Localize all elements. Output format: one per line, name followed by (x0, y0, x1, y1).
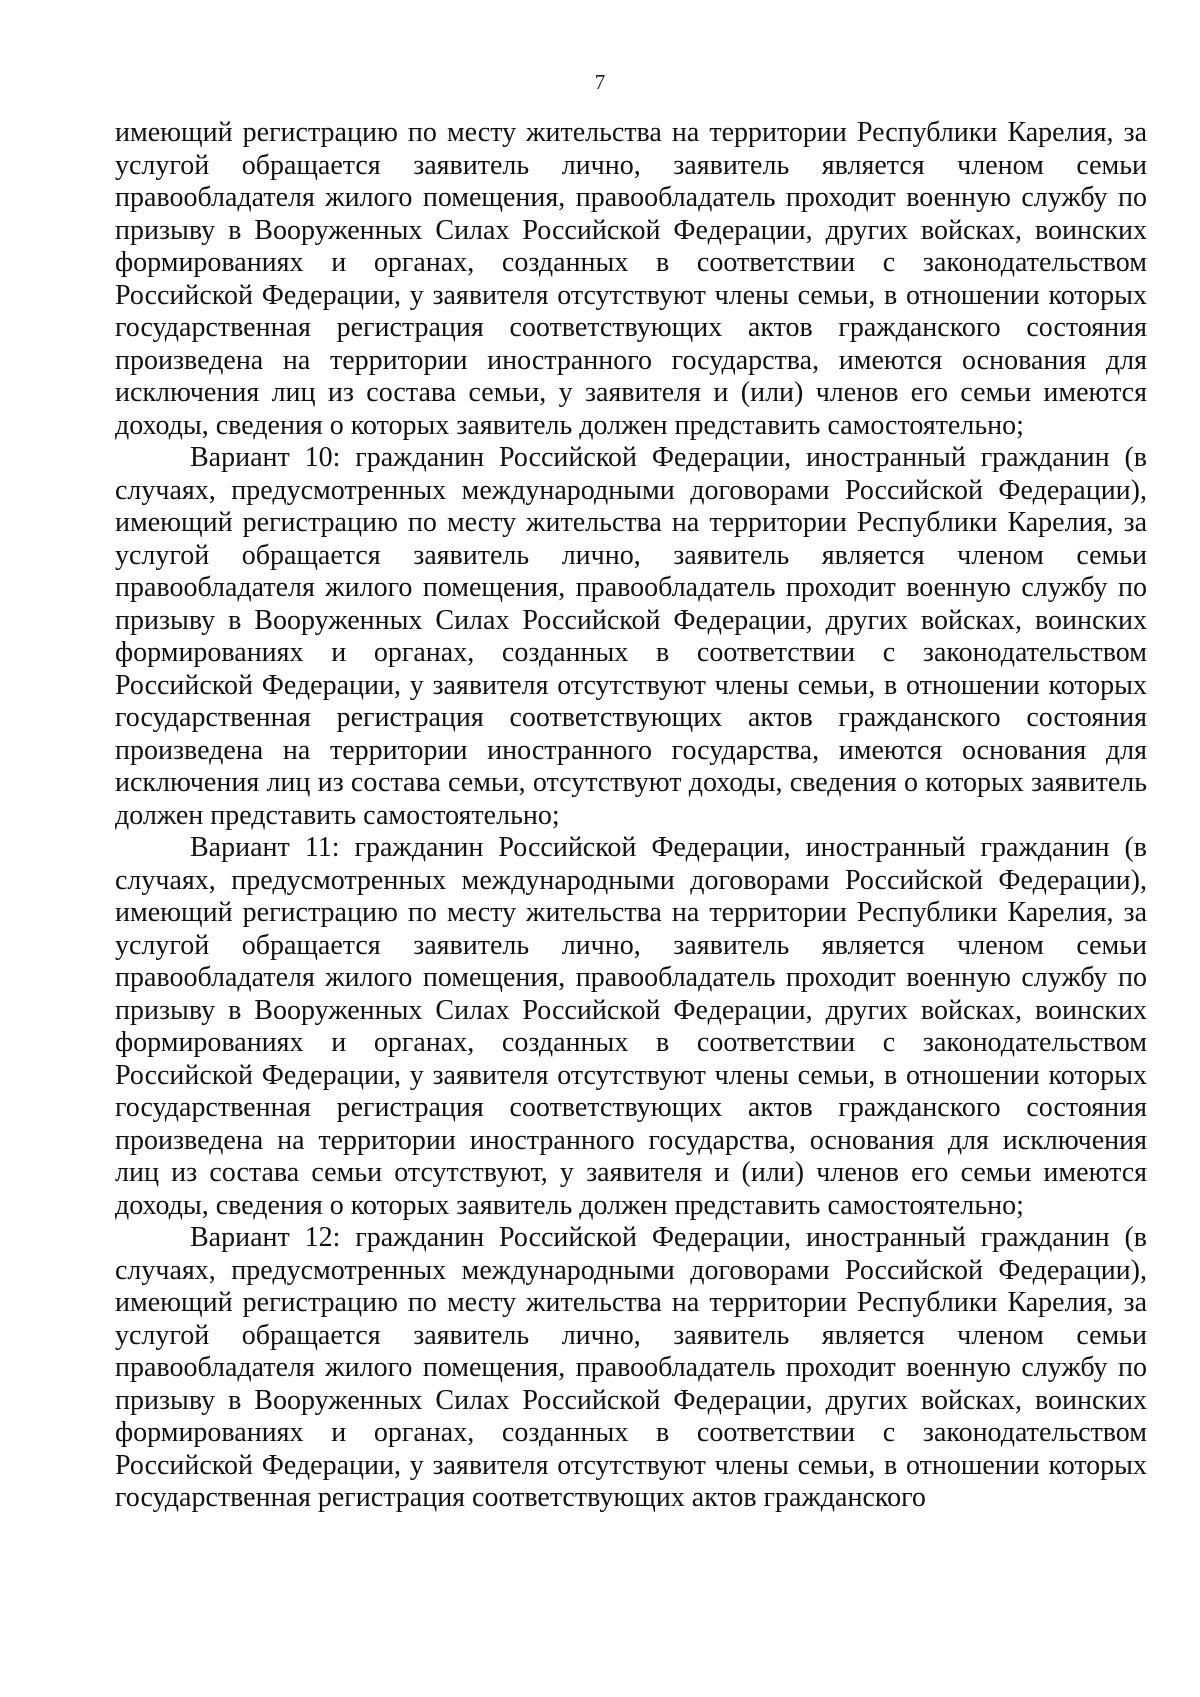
paragraph-variant-10: Вариант 10: гражданин Российской Федерации, иностранный гражданин (в случаях, предусмотренных международными договорами Российской Федерации), имеющий регистрацию по месту жительства на территории Республики Карелия, за услугой обращается заявитель лично, заявитель является членом семьи правообладателя жилого помещения, правообладатель проходит военную службу по призыву в Вооруженных Силах Российской Федерации, других войсках, воинских формированиях и органах, созданных в соответствии с законодательством Российской Федерации, у заявителя отсутствуют члены семьи, в отношении которых государственная регистрация соответствующих актов гражданского состояния произведена на территории иностранного государства, имеются основания для исключения лиц из состава семьи, отсутствуют доходы, сведения о которых заявитель должен представить самостоятельно; (115, 442, 1147, 831)
page-number: 7 (594, 70, 606, 94)
document-body (115, 117, 1147, 1515)
paragraph-variant-11: Вариант 11: гражданин Российской Федерации, иностранный гражданин (в случаях, предусмотренных международными договорами Российской Федерации), имеющий регистрацию по месту жительства на территории Республики Карелия, за услугой обращается заявитель лично, заявитель является членом семьи правообладателя жилого помещения, правообладатель проходит военную службу по призыву в Вооруженных Силах Российской Федерации, других войсках, воинских формированиях и органах, созданных в соответствии с законодательством Российской Федерации, у заявителя отсутствуют члены семьи, в отношении которых государственная регистрация соответствующих актов гражданского состояния произведена на территории иностранного государства, основания для исключения лиц из состава семьи отсутствуют, у заявителя и (или) членов его семьи имеются доходы, сведения о которых заявитель должен представить самостоятельно; (115, 832, 1147, 1221)
paragraph-continuation: имеющий регистрацию по месту жительства на территории Республики Карелия, за услугой обращается заявитель лично, заявитель является членом семьи правообладателя жилого помещения, правообладатель проходит военную службу по призыву в Вооруженных Силах Российской Федерации, других войсках, воинских формированиях и органах, созданных в соответствии с законодательством Российской Федерации, у заявителя отсутствуют члены семьи, в отношении которых государственная регистрация соответствующих актов гражданского состояния произведена на территории иностранного государства, имеются основания для исключения лиц из состава семьи, у заявителя и (или) членов его семьи имеются доходы, сведения о которых заявитель должен представить самостоятельно; (115, 117, 1147, 441)
paragraph-variant-12: Вариант 12: гражданин Российской Федерации, иностранный гражданин (в случаях, предусмотренных международными договорами Российской Федерации), имеющий регистрацию по месту жительства на территории Республики Карелия, за услугой обращается заявитель лично, заявитель является членом семьи правообладателя жилого помещения, правообладатель проходит военную службу по призыву в Вооруженных Силах Российской Федерации, других войсках, воинских формированиях и органах, созданных в соответствии с законодательством Российской Федерации, у заявителя отсутствуют члены семьи, в отношении которых государственная регистрация соответствующих актов гражданского (115, 1222, 1147, 1513)
